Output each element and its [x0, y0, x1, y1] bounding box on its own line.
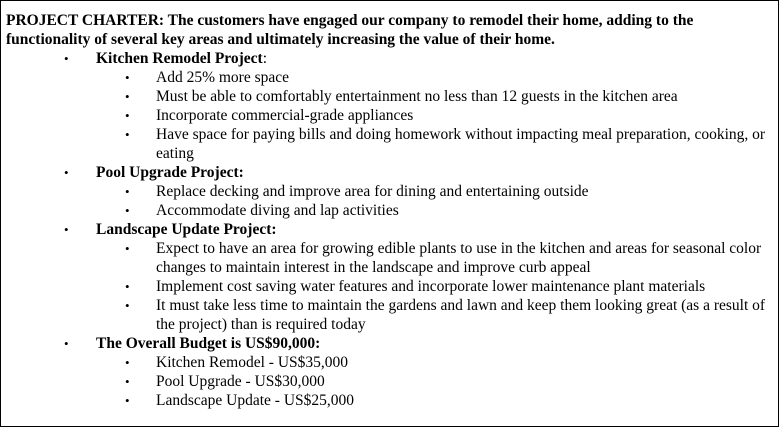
bullet-icon: •	[64, 336, 69, 351]
section-items	[6, 239, 770, 334]
charter-description: The customers have engaged our company to remodel their home, adding to the functionality of several key areas and ultimately increasing the value of their home.	[6, 12, 694, 48]
bullet-icon: •	[125, 241, 130, 256]
list-item-text: Add 25% more space	[156, 69, 289, 86]
bullet-icon: •	[125, 298, 130, 313]
list-item	[6, 296, 770, 334]
bullet-icon: •	[125, 393, 130, 408]
bullet-icon: •	[64, 51, 69, 66]
list-item-text: Pool Upgrade - US$30,000	[156, 373, 325, 390]
section-kitchen-remodel	[6, 49, 770, 163]
list-item	[6, 201, 770, 220]
section-landscape-update	[6, 220, 770, 334]
section-heading	[6, 163, 770, 182]
section-title: Landscape Update Project:	[96, 221, 277, 238]
section-title-suffix: :	[262, 50, 268, 67]
bullet-icon: •	[64, 222, 69, 237]
list-item-text: Must be able to comfortably entertainment no less than 12 guests in the kitchen area	[156, 88, 678, 105]
bullet-icon: •	[125, 184, 130, 199]
list-item	[6, 87, 770, 106]
list-item	[6, 239, 770, 277]
list-item	[6, 372, 770, 391]
section-items	[6, 182, 770, 220]
list-item-text: Accommodate diving and lap activities	[156, 202, 399, 219]
list-item-text: Kitchen Remodel - US$35,000	[156, 354, 349, 371]
bullet-icon: •	[125, 279, 130, 294]
list-item	[6, 106, 770, 125]
list-item	[6, 125, 770, 163]
charter-sections	[6, 49, 770, 410]
section-pool-upgrade	[6, 163, 770, 220]
list-item-text: It must take less time to maintain the gardens and lawn and keep them looking great (as a result of the project) than is required today	[156, 297, 766, 333]
section-items	[6, 68, 770, 163]
section-heading	[6, 334, 770, 353]
list-item	[6, 182, 770, 201]
charter-label: PROJECT CHARTER:	[6, 12, 165, 29]
section-title: Pool Upgrade Project:	[96, 164, 244, 181]
bullet-icon: •	[125, 70, 130, 85]
list-item-text: Implement cost saving water features and incorporate lower maintenance plant materials	[156, 278, 706, 295]
bullet-icon: •	[64, 165, 69, 180]
bullet-icon: •	[125, 374, 130, 389]
list-item	[6, 68, 770, 87]
section-heading	[6, 49, 770, 68]
list-item-text: Incorporate commercial-grade appliances	[156, 107, 414, 124]
section-title: The Overall Budget is US$90,000:	[96, 335, 321, 352]
list-item-text: Landscape Update - US$25,000	[156, 392, 355, 409]
section-overall-budget	[6, 334, 770, 410]
section-title: Kitchen Remodel Project	[96, 50, 263, 67]
bullet-icon: •	[125, 108, 130, 123]
bullet-icon: •	[125, 355, 130, 370]
charter-intro	[6, 11, 770, 49]
list-item-text: Replace decking and improve area for dining and entertaining outside	[156, 183, 589, 200]
list-item-text: Have space for paying bills and doing homework without impacting meal preparation, cooking, or eating	[156, 126, 766, 162]
bullet-icon: •	[125, 89, 130, 104]
list-item	[6, 353, 770, 372]
list-item	[6, 391, 770, 410]
list-item	[6, 277, 770, 296]
bullet-icon: •	[125, 203, 130, 218]
list-item-text: Expect to have an area for growing edible plants to use in the kitchen and areas for seasonal color changes to maintain interest in the landscape and improve curb appeal	[156, 240, 762, 276]
section-items	[6, 353, 770, 410]
bullet-icon: •	[125, 127, 130, 142]
section-heading	[6, 220, 770, 239]
